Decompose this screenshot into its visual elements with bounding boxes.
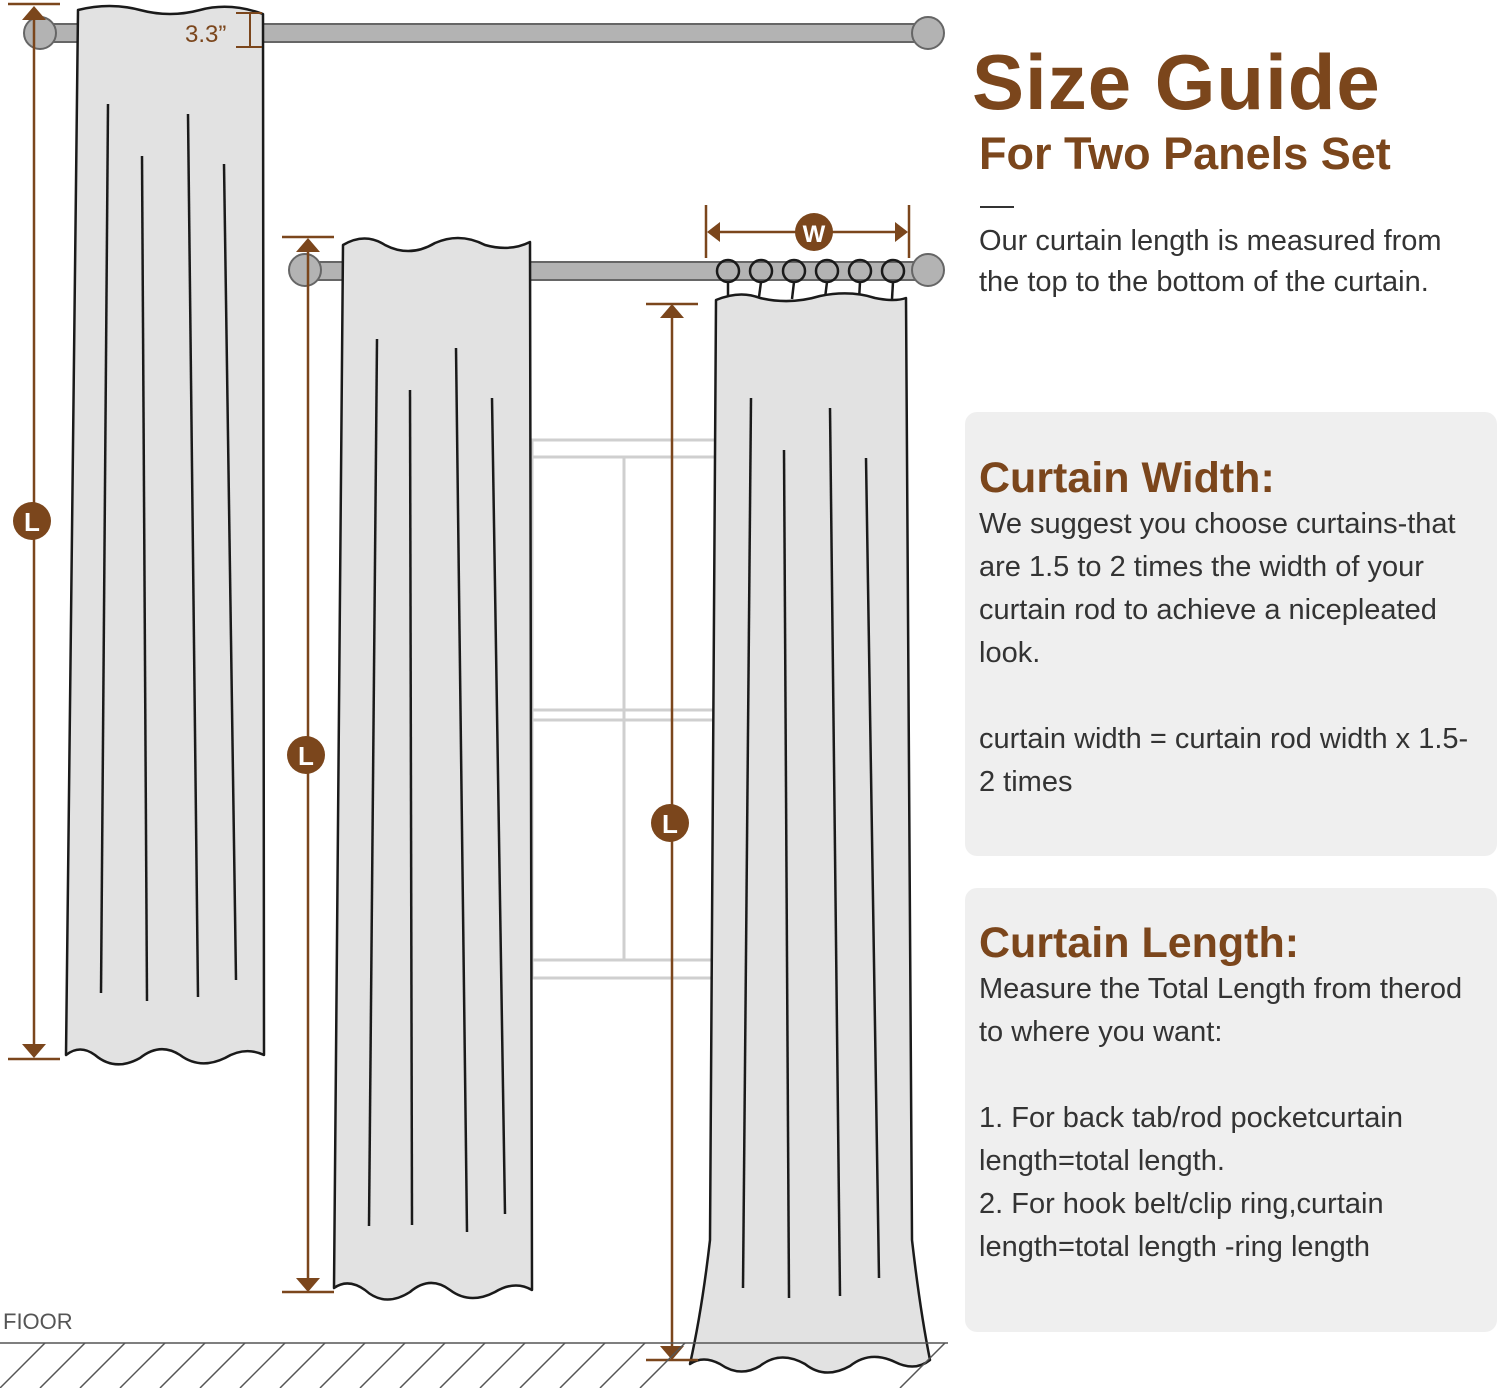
curtain-length-text: Measure the Total Length from therod to where you want: bbox=[979, 973, 1463, 1048]
divider bbox=[980, 206, 1014, 208]
width-marker: W bbox=[802, 221, 826, 248]
window bbox=[532, 440, 718, 978]
curtain-length-heading: Curtain Length: bbox=[979, 919, 1300, 967]
rod-pocket-curtain-panel bbox=[334, 238, 532, 1300]
curtain-width-formula: curtain width = curtain rod width x 1.5-2 times bbox=[979, 723, 1469, 798]
curtain-length-card bbox=[965, 888, 1497, 1332]
page-title: Size Guide bbox=[972, 38, 1381, 126]
curtain-length-item-1: 1. For back tab/rod pocketcurtain length=total length. bbox=[979, 1102, 1403, 1177]
floor-label: FIOOR bbox=[3, 1309, 73, 1334]
curtain-width-text: We suggest you choose curtains-that are 1.5 to 2 times the width of your curtain rod to achieve a nicepleated look. bbox=[979, 508, 1456, 669]
intro-text: Our curtain length is measured from the top to the bottom of the curtain. bbox=[979, 225, 1442, 298]
page-subtitle: For Two Panels Set bbox=[979, 128, 1391, 179]
grommet-curtain-panel bbox=[66, 6, 264, 1064]
length-marker-2: L bbox=[298, 741, 314, 771]
curtain-length-item-2: 2. For hook belt/clip ring,curtain length=total length -ring length bbox=[979, 1188, 1384, 1263]
curtain-width-card bbox=[965, 412, 1497, 856]
curtain-width-heading: Curtain Width: bbox=[979, 454, 1275, 502]
offset-label: 3.3” bbox=[185, 21, 227, 48]
length-marker-1: L bbox=[24, 507, 40, 537]
ring-clip-curtain-panel bbox=[690, 293, 930, 1372]
length-marker-3: L bbox=[662, 809, 678, 839]
